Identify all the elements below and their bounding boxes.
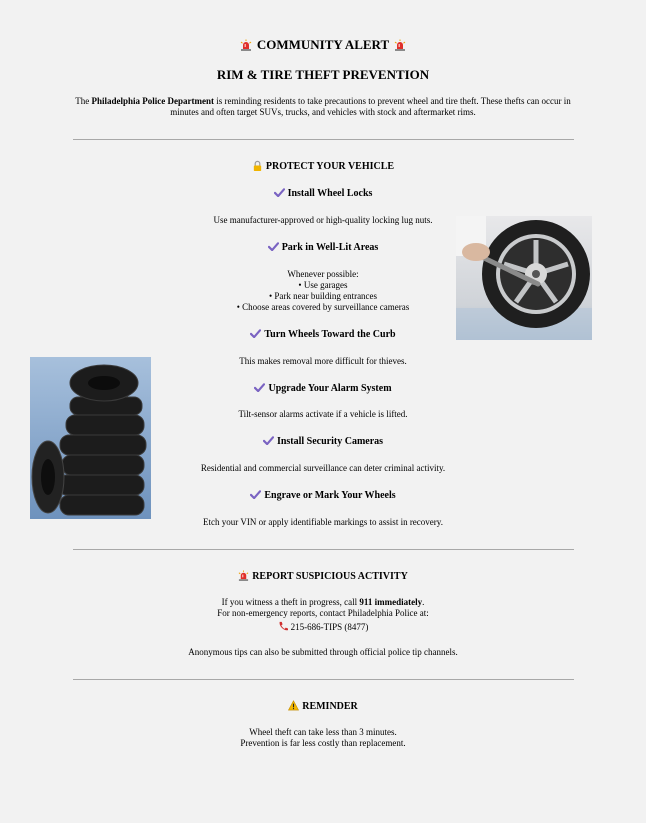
protect-heading [0,160,646,172]
bullet-item: • Park near building entrances [268,291,378,301]
report-line-non-emergency: For non-emergency reports, contact Philadelphia Police at: [217,608,429,618]
checkmark-icon [263,436,274,445]
page-subtitle: RIM & TIRE THEFT PREVENTION [216,67,430,82]
checkmark-icon [254,383,265,392]
item-desc-turn-wheels: This makes removal more difficult for thieves. [239,356,407,366]
item-desc-alarm: Tilt-sensor alarms activate if a vehicle is lifted. [238,409,408,419]
reminder-heading-text: REMINDER [302,701,358,712]
report-heading [0,570,646,582]
wheel-lug-wrench-photo [456,216,592,340]
item-title-text: Install Wheel Locks [287,188,373,199]
item-desc-wheel-locks: Use manufacturer-approved or high-quality locking lug nuts. [213,215,433,225]
alert-title [0,37,646,53]
intro-text-end: is reminding residents to take precautions to prevent wheel and tire theft. These thefts can occur in minutes and often target SUVs, trucks, and vehicles with stock and aftermarket rims. [170,96,571,117]
divider [73,679,574,680]
protect-heading-text: PROTECT YOUR VEHICLE [265,161,395,172]
siren-icon [238,570,249,581]
item-title-text: Turn Wheels Toward the Curb [264,329,396,340]
reminder-line-1: Wheel theft can take less than 3 minutes. [249,727,397,737]
phone-icon [278,621,288,631]
item-desc-text: Whenever possible: [287,269,359,279]
item-title-text: Engrave or Mark Your Wheels [264,490,396,501]
divider [73,549,574,550]
item-desc-cameras: Residential and commercial surveillance can deter criminal activity. [200,463,446,473]
alert-title-text: COMMUNITY ALERT [256,37,390,52]
padlock-icon [252,160,263,171]
tire-stack-photo [30,357,151,519]
report-anonymous-note: Anonymous tips can also be submitted through official police tip channels. [188,647,458,657]
intro-paragraph [72,96,574,118]
intro-department-name: Philadelphia Police Department [91,96,215,106]
item-title-text: Install Security Cameras [276,436,384,447]
report-text: . [422,597,425,607]
bullet-item: • Choose areas covered by surveillance cameras [236,302,410,312]
item-title-text: Park in Well-Lit Areas [281,242,379,253]
checkmark-icon [250,490,261,499]
report-911-emphasis: 911 immediately [359,597,423,607]
bullet-item: • Use garages [298,280,348,290]
divider [73,139,574,140]
checkmark-icon [268,242,279,251]
item-title-text: Upgrade Your Alarm System [268,383,392,394]
checkmark-icon [274,188,285,197]
item-desc-engrave: Etch your VIN or apply identifiable markings to assist in recovery. [203,517,443,527]
report-phone [0,621,646,633]
reminder-line-2: Prevention is far less costly than replacement. [240,738,406,748]
siren-icon [394,39,406,51]
reminder-heading [0,700,646,712]
intro-text-start: The [75,96,92,106]
report-text: If you witness a theft in progress, call [221,597,360,607]
phone-number[interactable]: 215-686-TIPS (8477) [290,622,369,632]
warning-icon [288,700,299,711]
report-line-911 [0,597,646,608]
item-title-wheel-locks [0,188,646,199]
checkmark-icon [250,329,261,338]
report-heading-text: REPORT SUSPICIOUS ACTIVITY [252,571,408,582]
siren-icon [240,39,252,51]
